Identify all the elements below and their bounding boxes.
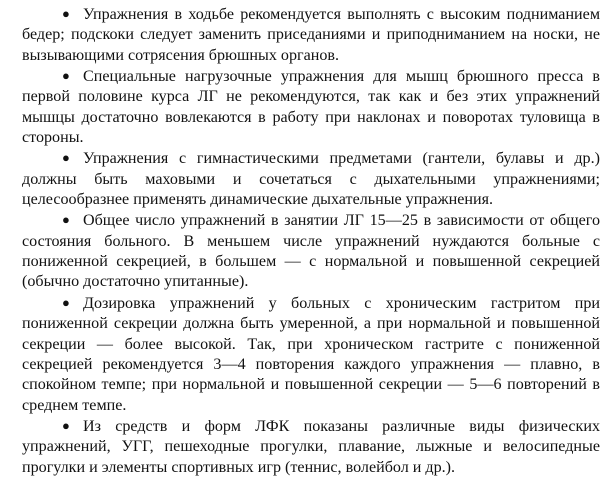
paragraph-dosage	[22, 293, 600, 416]
paragraph-text: Дозировка упражнений у больных с хроническим гастритом при пониженной секреции должна быть умеренной, а при нормальной и повышенной секреции — более высокой. Так, при хроническом гастрите с пониженной секрецией рекомендуется 3—4 повторения каждого упражнения — плавно, в спокойном темпе; при нормальной и повышенной секреции — 5—6 повторений в среднем темпе.	[22, 294, 600, 414]
bullet-icon: ●	[62, 417, 70, 433]
paragraph-means	[22, 416, 600, 478]
paragraph-text: Общее число упражнений в занятии ЛГ 15—25 в зависимости от общего состояния больного. В меньшем числе упражнений нуждаются больные с пониженной секрецией, в большем — с нормальной и повышенной секрецией (обычно достаточно упитанные).	[22, 212, 600, 291]
document-page	[22, 4, 600, 478]
bullet-icon: ●	[62, 68, 70, 84]
bullet-icon: ●	[62, 294, 70, 310]
paragraph-text: Специальные нагрузочные упражнения для мышц брюшного пресса в первой половине курса ЛГ не рекомендуются, так как и без этих упражнений мышцы достаточно вовлекаются в работу при наклонах и поворотах туловища в стороны.	[22, 68, 600, 147]
bullet-icon: ●	[62, 6, 70, 21]
paragraph-text: Упражнения с гимнастическими предметами (гантели, булавы и др.) должны быть маховыми и сочетаться с дыхательными упражнениями; целесообразнее применять динамические дыхательные упражнения.	[22, 150, 600, 209]
bullet-icon: ●	[62, 212, 70, 228]
paragraph-text: Упражнения в ходьбе рекомендуется выполнять с высоким подниманием бедер; подскоки следует заменить приседаниями и приподниманием на носки, не вызывающими сотрясения брюшных органов.	[22, 6, 600, 64]
paragraph-text: Из средств и форм ЛФК показаны различные виды физических упражнений, УГГ, пешеходные прогулки, плавание, лыжные и велосипедные прогулки и элементы спортивных игр (теннис, волейбол и др.).	[22, 417, 600, 476]
paragraph-abdominal	[22, 66, 600, 148]
paragraph-count	[22, 210, 600, 292]
paragraph-walking	[22, 4, 600, 66]
bullet-icon: ●	[62, 150, 70, 166]
paragraph-apparatus	[22, 148, 600, 210]
